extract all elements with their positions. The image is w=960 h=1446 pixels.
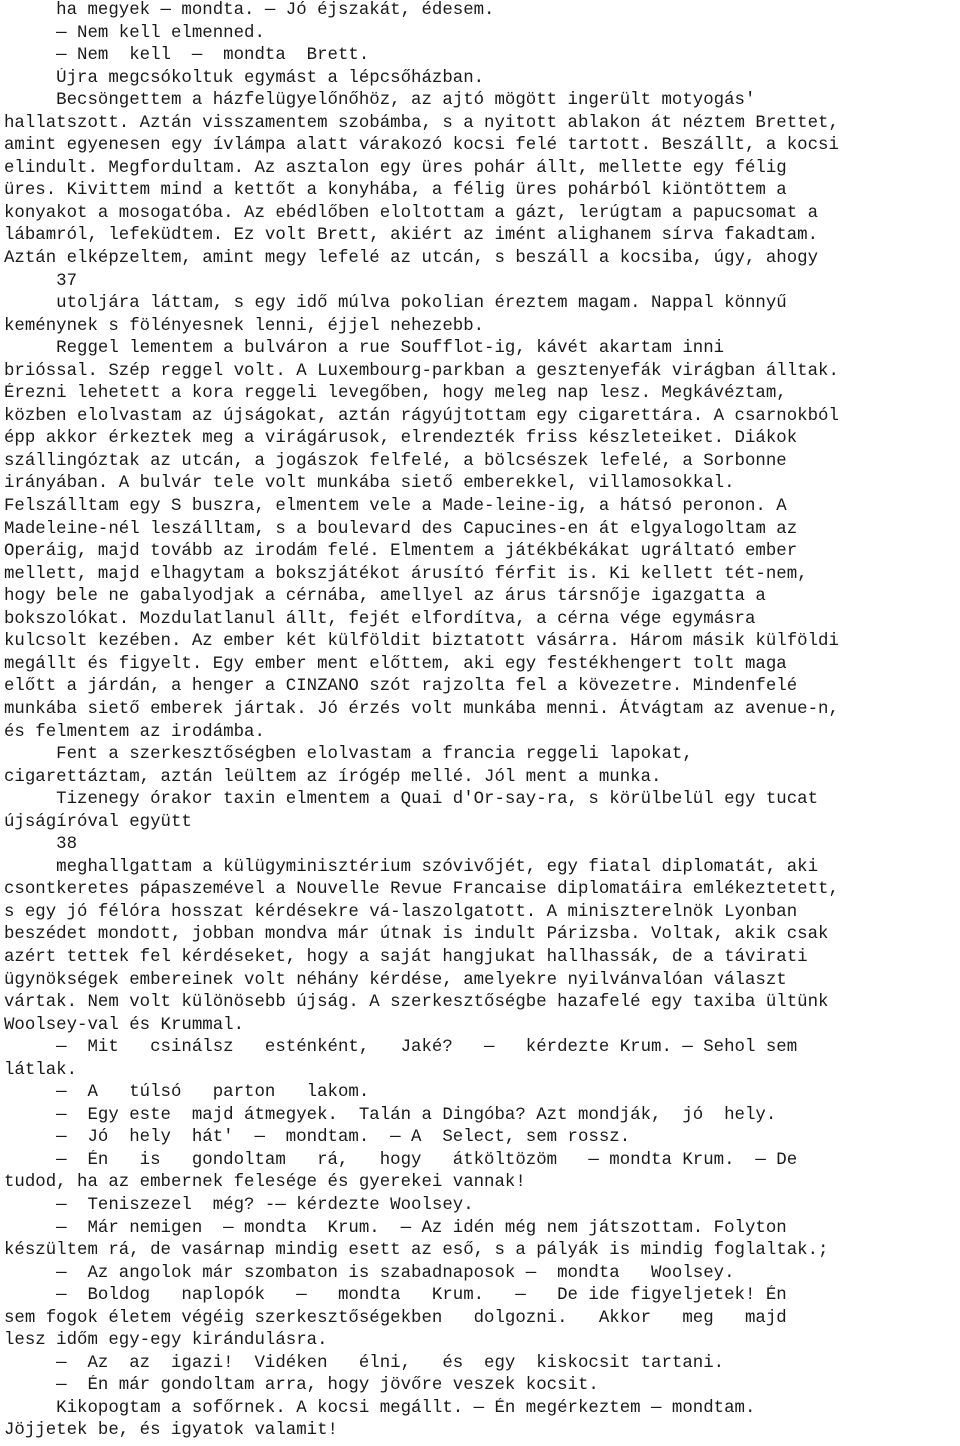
page-number: 38 (4, 835, 78, 855)
text-line: Woolsey-val és Krummal. (4, 1015, 245, 1035)
text-line: — Nem kell — mondta Brett. (4, 46, 370, 66)
text-line: — Az az igazi! Vidéken élni, és egy kiskocsit tartani. (4, 1353, 725, 1373)
text-line: elindult. Megfordultam. Az asztalon egy üres pohár állt, mellette egy félig (4, 158, 787, 178)
text-line: szállingóztak az utcán, a jogászok felfelé, a bölcsészek lefelé, a Sorbonne (4, 451, 787, 471)
text-line: — Egy este majd átmegyek. Talán a Dingóba? Azt mondják, jó hely. (4, 1105, 777, 1125)
text-line: ügynökségek embereinek volt néhány kérdése, amelyekre nyilvánvalóan választ (4, 970, 787, 990)
text-line: cigarettáztam, aztán leültem az írógép mellé. Jól ment a munka. (4, 767, 662, 787)
text-line: konyakot a mosogatóba. Az ebédlőben eloltottam a gázt, lerúgtam a papucsomat a (4, 203, 819, 223)
document-page (4, 0, 956, 1443)
text-line: bokszolókat. Mozdulatlanul állt, fejét elfordítva, a cérna vége egymásra (4, 609, 756, 629)
text-line: Operáig, majd tovább az irodám felé. Elmentem a játékbékákat ugráltató ember (4, 542, 798, 562)
text-line: lesz időm egy-egy kirándulásra. (4, 1331, 328, 1351)
text-line: készültem rá, de vasárnap mindig esett az eső, s a pályák is mindig foglaltak.; (4, 1241, 829, 1261)
text-line: — Én már gondoltam arra, hogy jövőre veszek kocsit. (4, 1376, 599, 1396)
text-line: Madeleine-nél leszálltam, s a boulevard des Capucines-en át elgyalogoltam az (4, 519, 798, 539)
text-line: munkába siető emberek jártak. Jó érzés volt munkába menni. Átvágtam az avenue-n, (4, 699, 839, 719)
text-line: — Már nemigen — mondta Krum. — Az idén még nem játszottam. Folyton (4, 1218, 787, 1238)
text-line: Kikopogtam a sofőrnek. A kocsi megállt. — Én megérkeztem — mondtam. (4, 1398, 756, 1418)
text-line: látlak. (4, 1060, 78, 1080)
text-line: előtt a járdán, a henger a CINZANO szót rajzolta fel a kövezetre. Mindenfelé (4, 677, 798, 697)
text-line: lábamról, lefeküdtem. Ez volt Brett, akiért az imént alighanem sírva fakadtam. (4, 226, 819, 246)
text-line: hogy bele ne gabalyodjak a cérnába, amellyel az árus társnője igazgatta a (4, 587, 766, 607)
text-line: — Jó hely hát' — mondtam. — A Select, sem rossz. (4, 1128, 631, 1148)
text-line: — Teniszezel még? -— kérdezte Woolsey. (4, 1195, 474, 1215)
text-line: Fent a szerkesztőségben elolvastam a francia reggeli lapokat, (4, 745, 693, 765)
page-number: 37 (4, 271, 78, 291)
text-line: — Boldog naplopók — mondta Krum. — De ide figyeljetek! Én (4, 1286, 787, 1306)
text-line: amint egyenesen egy ívlámpa alatt várakozó kocsi felé tartott. Beszállt, a kocsi (4, 136, 839, 156)
text-line: s egy jó félóra hosszat kérdésekre vá-laszolgatott. A miniszterelnök Lyonban (4, 902, 798, 922)
text-line: — Én is gondoltam rá, hogy átköltözöm — mondta Krum. — De (4, 1150, 798, 1170)
text-line: — Az angolok már szombaton is szabadnaposok — mondta Woolsey. (4, 1263, 735, 1283)
text-line: csontkeretes pápaszemével a Nouvelle Revue Francaise diplomatáira emlékeztetett, (4, 880, 839, 900)
text-line: irányában. A bulvár tele volt munkába siető emberekkel, villamosokkal. (4, 474, 735, 494)
text-line: épp akkor érkeztek meg a virágárusok, elrendezték friss készleteiket. Diákok (4, 429, 798, 449)
text-line: kulcsolt kezében. Az ember két külföldit biztatott vásárra. Három másik külföldi (4, 632, 839, 652)
text-line: Tizenegy órakor taxin elmentem a Quai d'Or-say-ra, s körülbelül egy tucat (4, 790, 819, 810)
text-line: meghallgattam a külügyminisztérium szóvivőjét, egy fiatal diplomatát, aki (4, 857, 819, 877)
text-line: tudod, ha az embernek felesége és gyerekei vannak! (4, 1173, 526, 1193)
text-line: Érezni lehetett a kora reggeli levegőben, hogy meleg nap lesz. Megkávéztam, (4, 384, 787, 404)
text-line: és felmentem az irodámba. (4, 722, 265, 742)
text-line: sem fogok életem végéig szerkesztőségekben dolgozni. Akkor meg majd (4, 1308, 787, 1328)
text-line: újságíróval együtt (4, 812, 192, 832)
text-line: keménynek s fölényesnek lenni, éjjel nehezebb. (4, 316, 485, 336)
text-line: Aztán elképzeltem, amint megy lefelé az utcán, s beszáll a kocsiba, úgy, ahogy (4, 249, 819, 269)
text-line: azért tettek fel kérdéseket, hogy a saját hangjukat hallhassák, de a távirati (4, 947, 808, 967)
text-line: — Mit csinálsz esténként, Jaké? — kérdezte Krum. — Sehol sem (4, 1038, 798, 1058)
text-line: — Nem kell elmenned. (4, 23, 265, 43)
text-line: — A túlsó parton lakom. (4, 1083, 370, 1103)
text-line: beszédet mondott, jobban mondva már útnak is indult Párizsba. Voltak, akik csak (4, 925, 829, 945)
text-line: Jöjjetek be, és igyatok valamit! (4, 1421, 338, 1441)
text-line: Becsöngettem a házfelügyelőnőhöz, az ajtó mögött ingerült motyogás' (4, 91, 756, 111)
text-line: Felszálltam egy S buszra, elmentem vele a Made-leine-ig, a hátsó peronon. A (4, 497, 787, 517)
text-line: brióssal. Szép reggel volt. A Luxembourg-parkban a gesztenyefák virágban álltak. (4, 361, 839, 381)
text-line: utoljára láttam, s egy idő múlva pokolian éreztem magam. Nappal könnyű (4, 294, 787, 314)
text-line: Reggel lementem a bulváron a rue Soufflot-ig, kávét akartam inni (4, 339, 725, 359)
text-line: Újra megcsókoltuk egymást a lépcsőházban. (4, 68, 485, 88)
text-line: ha megyek — mondta. — Jó éjszakát, édesem. (4, 1, 495, 20)
text-line: közben elolvastam az újságokat, aztán rágyújtottam egy cigarettára. A csarnokból (4, 406, 839, 426)
text-line: üres. Kivittem mind a kettőt a konyhába, a félig üres pohárból kiöntöttem a (4, 181, 787, 201)
text-line: mellett, majd elhagytam a bokszjátékot árusító férfit is. Ki kellett tét-nem, (4, 564, 808, 584)
text-line: vártak. Nem volt különösebb újság. A szerkesztőségbe hazafelé egy taxiba ültünk (4, 993, 829, 1013)
text-line: hallatszott. Aztán visszamentem szobámba, s a nyitott ablakon át néztem Brettet, (4, 113, 839, 133)
text-line: megállt és figyelt. Egy ember ment előttem, aki egy festékhengert tolt maga (4, 654, 787, 674)
